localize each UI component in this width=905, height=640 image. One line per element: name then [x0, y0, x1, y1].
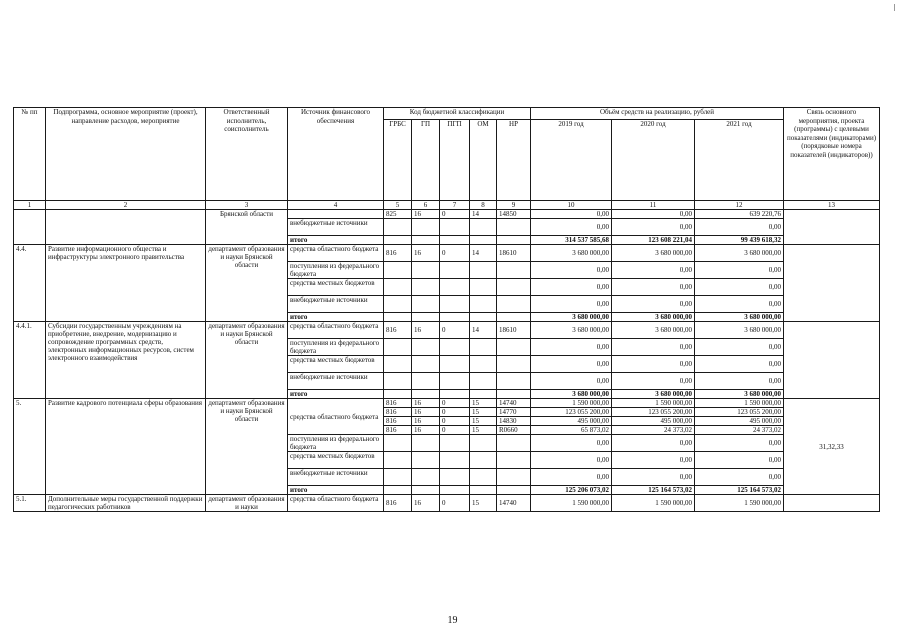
cell-2021-total: 3 680 000,00 [695, 313, 784, 322]
cell-source-total: итого [288, 390, 384, 399]
cell-gp: 16 [412, 399, 440, 408]
header-grbs: ГРБС [384, 120, 412, 201]
cell-2020-total: 123 608 221,04 [612, 236, 695, 245]
cell-2020: 1 590 000,00 [612, 495, 695, 512]
cell-2019: 0,00 [531, 373, 612, 390]
cell-source: средства местных бюджетов [288, 452, 384, 469]
cell-source-total: итого [288, 236, 384, 245]
cell-source-total: итого [288, 313, 384, 322]
cell-grbs: 816 [384, 426, 412, 435]
cell-2019: 0,00 [531, 452, 612, 469]
cell-link [784, 245, 880, 322]
cell-2019: 3 680 000,00 [531, 245, 612, 262]
cell-grbs: 816 [384, 408, 412, 417]
header-link: Связь основного мероприятия, проекта (программы) с целевыми показателями (индикаторами) (порядковые номера показателей (индикаторов)) [784, 108, 880, 201]
cell-num [14, 210, 46, 245]
scan-edge-mark [894, 4, 895, 11]
cell-2021: 0,00 [695, 356, 784, 373]
cell-gp: 16 [412, 426, 440, 435]
cell-responsible: департамент образования и науки Брянской области [206, 399, 288, 495]
cell-2020-total: 3 680 000,00 [612, 390, 695, 399]
cell-2021: 0,00 [695, 452, 784, 469]
cell-om: 15 [470, 495, 497, 512]
col-number: 13 [784, 201, 880, 210]
cell-2020: 0,00 [612, 356, 695, 373]
cell-2019: 0,00 [531, 219, 612, 236]
cell-2021-total: 3 680 000,00 [695, 390, 784, 399]
header-2021: 2021 год [695, 120, 784, 201]
cell-om: 15 [470, 426, 497, 435]
cell-np: 14740 [497, 495, 531, 512]
cell-source [288, 210, 384, 219]
cell-2021: 0,00 [695, 219, 784, 236]
cell-2021: 123 055 200,00 [695, 408, 784, 417]
col-number: 9 [497, 201, 531, 210]
cell-2020: 0,00 [612, 210, 695, 219]
cell-name: Субсидии государственным учреждениям на приобретение, внедрение, модернизацию и сопровождение программных средств, электронных информационных ресурсов, систем электронного взаимодействия [46, 322, 206, 399]
cell-grbs: 816 [384, 417, 412, 426]
cell-name [46, 210, 206, 245]
cell-source: поступления из федерального бюджета [288, 339, 384, 356]
cell-2019-total: 3 680 000,00 [531, 313, 612, 322]
cell-source: внебюджетные источники [288, 219, 384, 236]
cell-2019-total: 314 537 585,68 [531, 236, 612, 245]
cell-2020: 495 000,00 [612, 417, 695, 426]
cell-pgp: 0 [440, 426, 470, 435]
cell-2019: 1 590 000,00 [531, 495, 612, 512]
header-2020: 2020 год [612, 120, 695, 201]
cell-np: 18610 [497, 245, 531, 262]
cell-om: 15 [470, 399, 497, 408]
cell-grbs: 816 [384, 495, 412, 512]
cell-source: средства областного бюджета [288, 399, 384, 435]
cell-2020: 0,00 [612, 435, 695, 452]
cell-name: Развитие кадрового потенциала сферы образования [46, 399, 206, 495]
header-row [14, 108, 880, 120]
cell-2021: 0,00 [695, 296, 784, 313]
cell-2021: 1 590 000,00 [695, 495, 784, 512]
cell-2021-total: 125 164 573,02 [695, 486, 784, 495]
table-row [14, 245, 880, 262]
cell-2019: 0,00 [531, 210, 612, 219]
cell-2019: 0,00 [531, 339, 612, 356]
cell-2020: 0,00 [612, 452, 695, 469]
cell-2021: 0,00 [695, 339, 784, 356]
cell-source-total: итого [288, 486, 384, 495]
cell-name: Дополнительные меры государственной поддержки педагогических работников [46, 495, 206, 512]
cell-2019: 0,00 [531, 469, 612, 486]
cell-link [784, 322, 880, 399]
col-number: 5 [384, 201, 412, 210]
cell-om: 14 [470, 322, 497, 339]
cell-responsible: департамент образования и науки Брянской области [206, 322, 288, 399]
cell-2019: 1 590 000,00 [531, 399, 612, 408]
cell-2019-total: 3 680 000,00 [531, 390, 612, 399]
cell-2021: 1 590 000,00 [695, 399, 784, 408]
cell-2019: 0,00 [531, 435, 612, 452]
cell-pgp: 0 [440, 210, 470, 219]
cell-num: 4.4. [14, 245, 46, 322]
cell-source: внебюджетные источники [288, 469, 384, 486]
cell-np: R0660 [497, 426, 531, 435]
cell-2021: 495 000,00 [695, 417, 784, 426]
header-pgp: ПГП [440, 120, 470, 201]
cell-2020: 0,00 [612, 219, 695, 236]
cell-source: поступления из федерального бюджета [288, 262, 384, 279]
cell-2021-total: 99 439 618,32 [695, 236, 784, 245]
cell-pgp: 0 [440, 322, 470, 339]
cell-2020: 0,00 [612, 262, 695, 279]
column-number-row [14, 201, 880, 210]
cell-2019: 0,00 [531, 296, 612, 313]
table-row [14, 495, 880, 512]
cell-source: средства местных бюджетов [288, 356, 384, 373]
cell-2020-total: 125 164 573,02 [612, 486, 695, 495]
cell-2020: 1 590 000,00 [612, 399, 695, 408]
cell-om: 15 [470, 408, 497, 417]
cell-np: 14740 [497, 399, 531, 408]
cell-om: 14 [470, 210, 497, 219]
table-row [14, 322, 880, 339]
cell-2020: 0,00 [612, 469, 695, 486]
cell-2019: 495 000,00 [531, 417, 612, 426]
header-2019: 2019 год [531, 120, 612, 201]
header-source: Источник финансового обеспечения [288, 108, 384, 201]
cell-2020: 3 680 000,00 [612, 322, 695, 339]
cell-grbs: 825 [384, 210, 412, 219]
cell-gp: 16 [412, 245, 440, 262]
cell-2019-total: 125 206 073,02 [531, 486, 612, 495]
cell-gp: 16 [412, 322, 440, 339]
cell-2021: 0,00 [695, 469, 784, 486]
cell-grbs: 816 [384, 322, 412, 339]
table-row [14, 210, 880, 219]
header-name: Подпрограмма, основное мероприятие (проект), направление расходов, мероприятие [46, 108, 206, 201]
col-number: 1 [14, 201, 46, 210]
header-responsible: Ответственный исполнитель, соисполнитель [206, 108, 288, 201]
cell-pgp: 0 [440, 495, 470, 512]
cell-responsible: Брянской области [206, 210, 288, 245]
cell-pgp: 0 [440, 245, 470, 262]
col-number: 4 [288, 201, 384, 210]
cell-num: 4.4.1. [14, 322, 46, 399]
cell-grbs: 816 [384, 399, 412, 408]
cell-2021: 24 373,02 [695, 426, 784, 435]
cell-2020: 0,00 [612, 279, 695, 296]
header-om: ОМ [470, 120, 497, 201]
cell-source: внебюджетные источники [288, 373, 384, 390]
cell-2020: 24 373,02 [612, 426, 695, 435]
header-gp: ГП [412, 120, 440, 201]
cell-gp: 16 [412, 408, 440, 417]
cell-2019: 123 055 200,00 [531, 408, 612, 417]
cell-num: 5.1. [14, 495, 46, 512]
cell-2021: 0,00 [695, 279, 784, 296]
col-number: 3 [206, 201, 288, 210]
col-number: 7 [440, 201, 470, 210]
cell-2021: 0,00 [695, 373, 784, 390]
cell-om: 15 [470, 417, 497, 426]
cell-gp: 16 [412, 417, 440, 426]
cell-source: средства областного бюджета [288, 245, 384, 262]
cell-source: поступления из федерального бюджета [288, 435, 384, 452]
cell-pgp: 0 [440, 399, 470, 408]
cell-2019: 3 680 000,00 [531, 322, 612, 339]
cell-2019: 0,00 [531, 356, 612, 373]
cell-2019: 65 873,02 [531, 426, 612, 435]
cell-grbs: 816 [384, 245, 412, 262]
cell-2021: 3 680 000,00 [695, 245, 784, 262]
cell-source: средства областного бюджета [288, 495, 384, 512]
cell-2020: 0,00 [612, 296, 695, 313]
cell-np: 14770 [497, 408, 531, 417]
cell-responsible: департамент образования и науки [206, 495, 288, 512]
cell-source: внебюджетные источники [288, 296, 384, 313]
cell-2021: 3 680 000,00 [695, 322, 784, 339]
cell-2021: 639 220,76 [695, 210, 784, 219]
cell-pgp: 0 [440, 417, 470, 426]
col-number: 10 [531, 201, 612, 210]
cell-2020: 0,00 [612, 373, 695, 390]
col-number: 12 [695, 201, 784, 210]
cell-pgp: 0 [440, 408, 470, 417]
cell-source: средства местных бюджетов [288, 279, 384, 296]
cell-np: 14850 [497, 210, 531, 219]
cell-om: 14 [470, 245, 497, 262]
cell-2020: 3 680 000,00 [612, 245, 695, 262]
header-kbk: Код бюджетной классификации [384, 108, 531, 120]
cell-link [784, 495, 880, 512]
cell-2019: 0,00 [531, 262, 612, 279]
table-row [14, 399, 880, 408]
page-number: 19 [447, 615, 458, 626]
cell-2021: 0,00 [695, 435, 784, 452]
cell-2020: 0,00 [612, 339, 695, 356]
cell-gp: 16 [412, 210, 440, 219]
col-number: 2 [46, 201, 206, 210]
cell-num: 5. [14, 399, 46, 495]
cell-np: 18610 [497, 322, 531, 339]
col-number: 11 [612, 201, 695, 210]
cell-np: 14830 [497, 417, 531, 426]
cell-gp: 16 [412, 495, 440, 512]
budget-table [13, 107, 880, 512]
col-number: 8 [470, 201, 497, 210]
header-np: НР [497, 120, 531, 201]
header-num: № пп [14, 108, 46, 201]
cell-responsible: департамент образования и науки Брянской области [206, 245, 288, 322]
cell-link: 31,32,33 [784, 399, 880, 495]
cell-2020-total: 3 680 000,00 [612, 313, 695, 322]
cell-2019: 0,00 [531, 279, 612, 296]
cell-source: средства областного бюджета [288, 322, 384, 339]
cell-2021: 0,00 [695, 262, 784, 279]
col-number: 6 [412, 201, 440, 210]
cell-link [784, 210, 880, 245]
header-volume: Объём средств на реализацию, рублей [531, 108, 784, 120]
cell-name: Развитие информационного общества и инфраструктуры электронного правительства [46, 245, 206, 322]
cell-2020: 123 055 200,00 [612, 408, 695, 417]
